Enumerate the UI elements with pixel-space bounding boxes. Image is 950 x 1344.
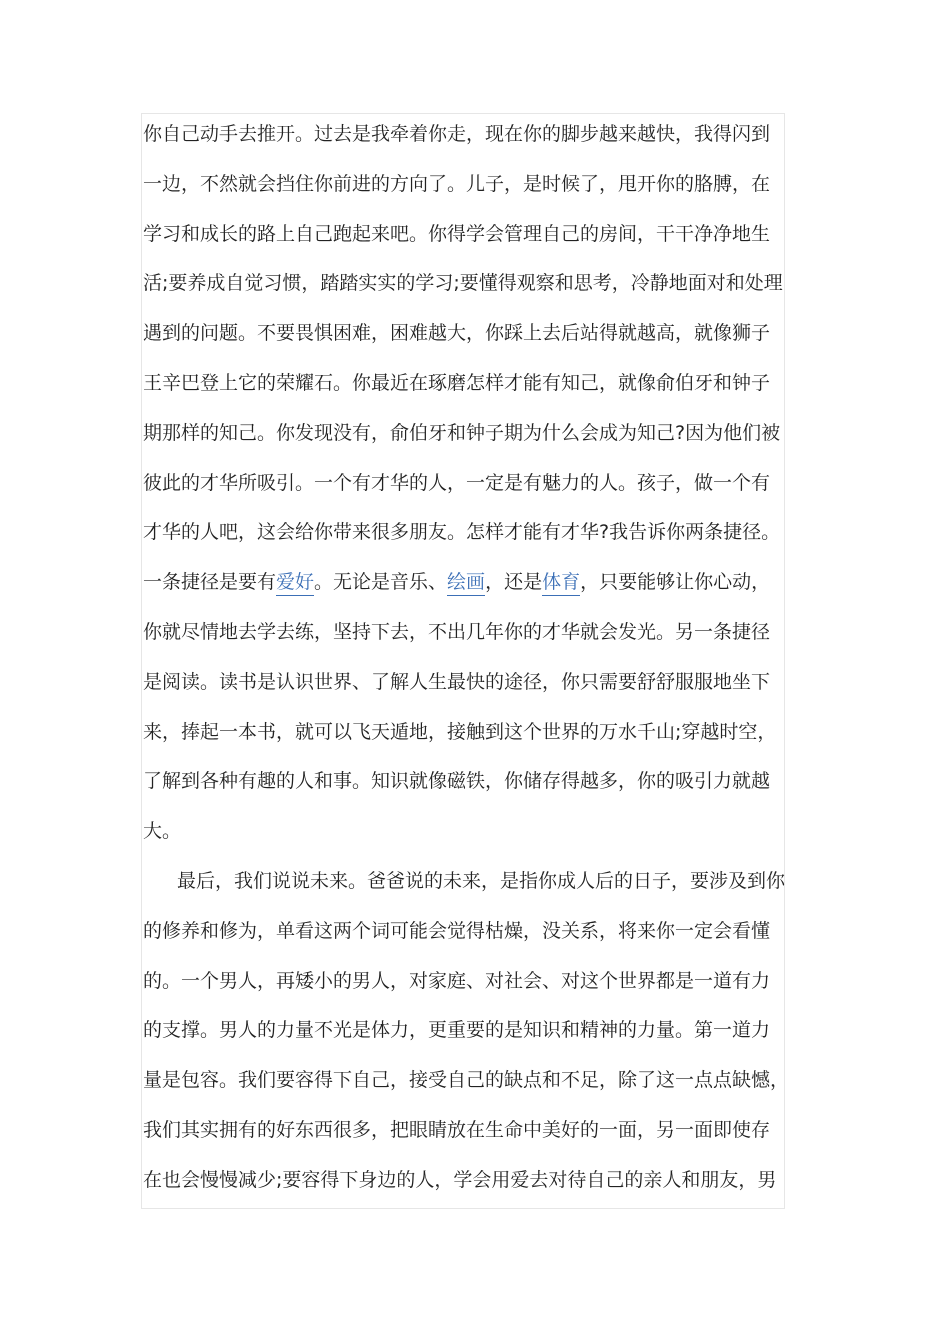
text-line: 大。 (143, 820, 182, 843)
text-line: 了解到各种有趣的人和事。知识就像磁铁，你储存得越多，你的吸引力就越 (143, 770, 771, 793)
text-segment: ，还是 (485, 571, 543, 594)
text-line: 的修养和修为，单看这两个词可能会觉得枯燥，没关系，将来你一定会看懂 (143, 919, 771, 942)
keyword-link[interactable]: 绘画 (447, 571, 485, 596)
document-body (143, 110, 790, 1206)
text-line: 量是包容。我们要容得下自己，接受自己的缺点和不足，除了这一点点缺憾， (143, 1069, 790, 1092)
text-line: 是阅读。读书是认识世界、了解人生最快的途径，你只需要舒舒服服地坐下 (143, 670, 771, 693)
text-line: 的支撑。男人的力量不光是体力，更重要的是知识和精神的力量。第一道力 (143, 1019, 771, 1042)
text-segment: 一条捷径是要有 (143, 571, 277, 594)
text-line: 遇到的问题。不要畏惧困难，困难越大，你踩上去后站得就越高，就像狮子 (143, 322, 771, 345)
text-line: 来，捧起一本书，就可以飞天遁地，接触到这个世界的万水千山;穿越时空， (143, 720, 777, 743)
text-line: 你就尽情地去学去练，坚持下去，不出几年你的才华就会发光。另一条捷径 (143, 620, 771, 643)
text-line: 活;要养成自觉习惯，踏踏实实的学习;要懂得观察和思考，冷静地面对和处理 (143, 272, 783, 295)
text-line (143, 558, 785, 608)
text-line: 最后，我们说说未来。爸爸说的未来，是指你成人后的日子，要涉及到你 (177, 869, 786, 892)
text-segment: ，只要能够让你心动， (580, 571, 771, 594)
text-line: 你自己动手去推开。过去是我牵着你走，现在你的脚步越来越快，我得闪到 (143, 123, 771, 145)
text-line: 才华的人吧，这会给你带来很多朋友。怎样才能有才华?我告诉你两条捷径。 (143, 521, 781, 544)
text-line: 期那样的知己。你发现没有，俞伯牙和钟子期为什么会成为知己?因为他们被 (143, 421, 781, 444)
keyword-link[interactable]: 爱好 (276, 571, 314, 596)
text-line: 我们其实拥有的好东西很多，把眼睛放在生命中美好的一面，另一面即使存 (143, 1118, 771, 1141)
text-line: 的。一个男人，再矮小的男人，对家庭、对社会、对这个世界都是一道有力 (143, 969, 771, 992)
text-line: 学习和成长的路上自己跑起来吧。你得学会管理自己的房间，干干净净地生 (143, 222, 771, 245)
keyword-link[interactable]: 体育 (542, 571, 580, 596)
text-line: 在也会慢慢减少;要容得下身边的人，学会用爱去对待自己的亲人和朋友，男 (143, 1168, 777, 1191)
text-line: 一边，不然就会挡住你前进的方向了。儿子，是时候了，甩开你的胳膊，在 (143, 172, 771, 195)
text-segment: 。无论是音乐、 (314, 571, 448, 594)
text-line: 王辛巴登上它的荣耀石。你最近在琢磨怎样才能有知己，就像俞伯牙和钟子 (143, 371, 771, 394)
text-line: 彼此的才华所吸引。一个有才华的人，一定是有魅力的人。孩子，做一个有 (143, 471, 771, 494)
